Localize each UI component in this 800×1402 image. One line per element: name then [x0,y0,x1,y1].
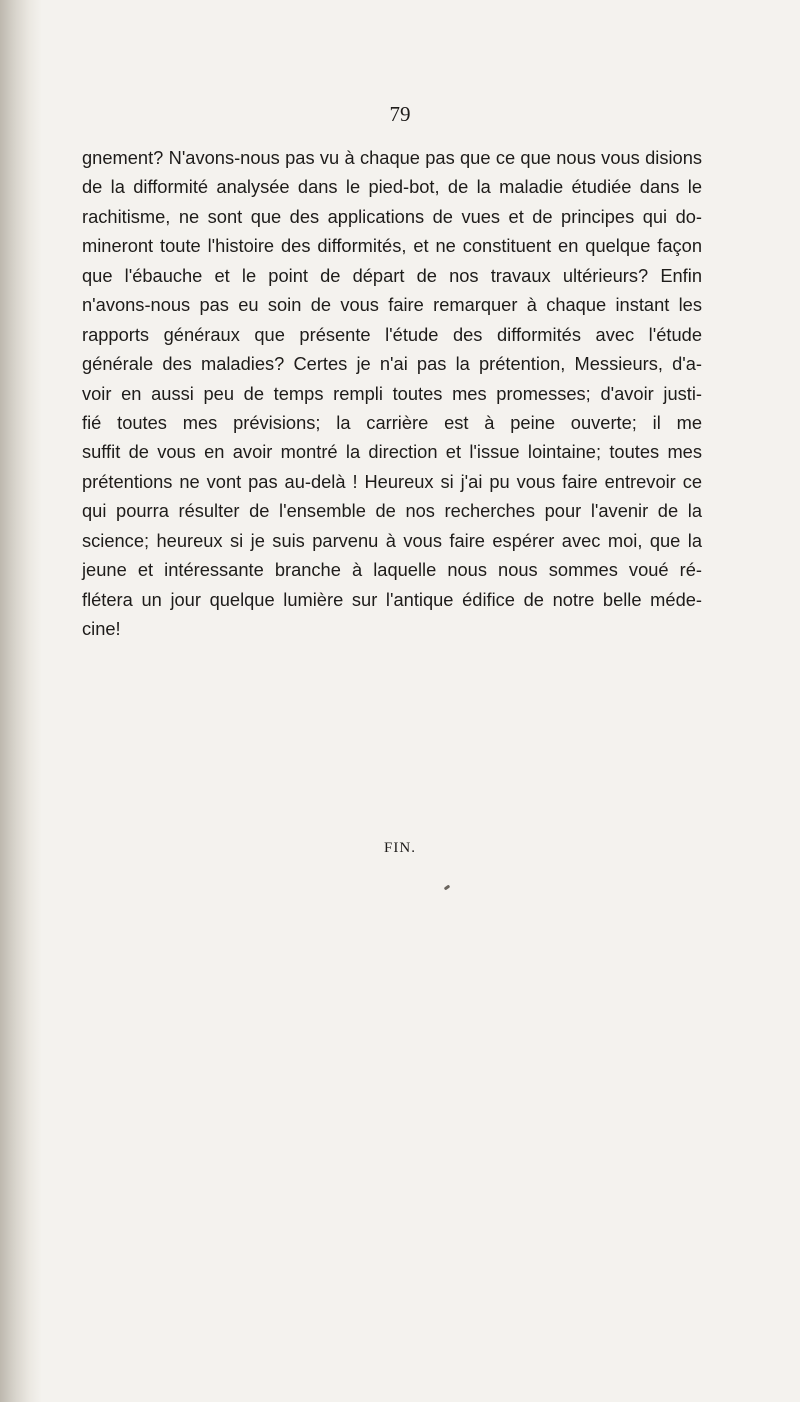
text-line: rapports généraux que présente l'étude des difformités avec l'étude [82,323,702,345]
text-line: mineront toute l'histoire des difformités, et ne constituent en quelque façon [82,235,702,257]
text-line: science; heureux si je suis parvenu à vous faire espérer avec moi, que la [82,529,702,551]
text-line: cine! [82,618,121,639]
text-line: flétera un jour quelque lumière sur l'antique édifice de notre belle méde- [82,588,702,610]
text-line: que l'ébauche et le point de départ de nos travaux ultérieurs? Enfin [82,264,702,286]
page-edge-shadow [0,0,42,1402]
text-line: qui pourra résulter de l'ensemble de nos recherches pour l'avenir de la [82,500,702,522]
text-line: n'avons-nous pas eu soin de vous faire remarquer à chaque instant les [82,294,702,316]
text-line: générale des maladies? Certes je n'ai pas la prétention, Messieurs, d'a- [82,353,702,375]
text-line: prétentions ne vont pas au-delà ! Heureux si j'ai pu vous faire entrevoir ce [82,470,702,492]
text-line: jeune et intéressante branche à laquelle nous nous sommes voué ré- [82,559,702,581]
text-line: gnement? N'avons-nous pas vu à chaque pas que ce que nous vous disions [82,147,702,168]
text-line: suffit de vous en avoir montré la direction et l'issue lointaine; toutes mes [82,441,702,463]
text-line: voir en aussi peu de temps rempli toutes mes promesses; d'avoir justi- [82,382,702,404]
closing-fin: FIN. [384,840,416,856]
body-paragraph [82,143,702,643]
page-number: 79 [389,102,411,126]
text-line: fié toutes mes prévisions; la carrière est à peine ouverte; il me [82,411,702,433]
text-line: rachitisme, ne sont que des applications de vues et de principes qui do- [82,205,702,227]
text-line: de la difformité analysée dans le pied-bot, de la maladie étudiée dans le [82,176,702,198]
ink-speck [444,885,451,891]
